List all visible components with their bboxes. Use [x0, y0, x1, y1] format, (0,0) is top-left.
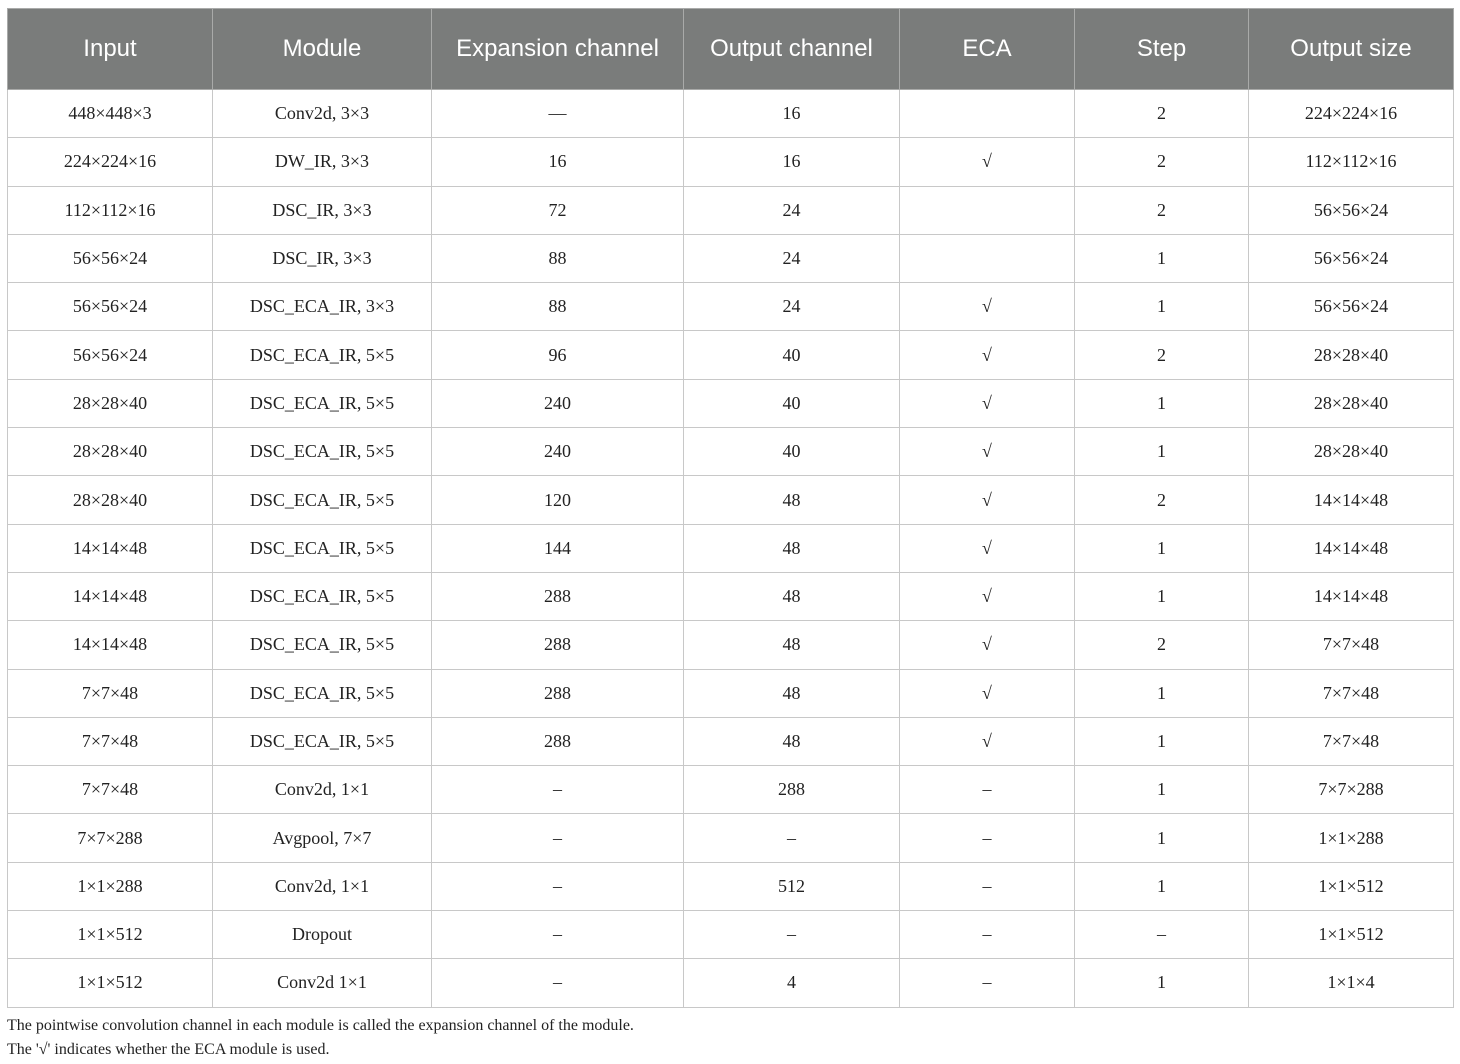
- cell-step: 1: [1075, 766, 1249, 814]
- cell-output-size: 1×1×4: [1249, 959, 1454, 1007]
- cell-step: 1: [1075, 959, 1249, 1007]
- table-body: [8, 90, 1454, 1008]
- cell-step: 1: [1075, 814, 1249, 862]
- cell-output-size: 1×1×512: [1249, 862, 1454, 910]
- cell-module: Conv2d, 3×3: [213, 90, 432, 138]
- cell-module: DW_IR, 3×3: [213, 138, 432, 186]
- cell-eca: –: [900, 959, 1075, 1007]
- column-header-module: Module: [213, 9, 432, 90]
- cell-output-size: 28×28×40: [1249, 331, 1454, 379]
- cell-input: 112×112×16: [8, 186, 213, 234]
- cell-output-channel: 4: [684, 959, 900, 1007]
- cell-module: DSC_ECA_IR, 5×5: [213, 524, 432, 572]
- cell-input: 7×7×288: [8, 814, 213, 862]
- cell-output-channel: 16: [684, 90, 900, 138]
- cell-module: DSC_IR, 3×3: [213, 234, 432, 282]
- cell-expansion-channel: –: [432, 814, 684, 862]
- architecture-table-container: [7, 8, 1453, 1008]
- table-row: [8, 862, 1454, 910]
- cell-expansion-channel: —: [432, 90, 684, 138]
- table-row: [8, 476, 1454, 524]
- cell-output-size: 1×1×288: [1249, 814, 1454, 862]
- cell-output-channel: 288: [684, 766, 900, 814]
- cell-expansion-channel: 88: [432, 234, 684, 282]
- cell-eca: √: [900, 138, 1075, 186]
- footnote-expansion-channel: The pointwise convolution channel in each module is called the expansion channel of the module.: [7, 1017, 634, 1034]
- cell-expansion-channel: 240: [432, 379, 684, 427]
- cell-output-size: 14×14×48: [1249, 476, 1454, 524]
- cell-output-size: 56×56×24: [1249, 283, 1454, 331]
- cell-step: 1: [1075, 283, 1249, 331]
- cell-expansion-channel: 144: [432, 524, 684, 572]
- cell-step: 1: [1075, 428, 1249, 476]
- cell-step: 1: [1075, 717, 1249, 765]
- cell-output-size: 7×7×288: [1249, 766, 1454, 814]
- cell-output-channel: 40: [684, 331, 900, 379]
- cell-step: 1: [1075, 524, 1249, 572]
- cell-input: 56×56×24: [8, 283, 213, 331]
- column-header-eca: ECA: [900, 9, 1075, 90]
- cell-output-channel: –: [684, 814, 900, 862]
- table-row: [8, 186, 1454, 234]
- cell-input: 14×14×48: [8, 524, 213, 572]
- cell-eca: √: [900, 331, 1075, 379]
- table-row: [8, 669, 1454, 717]
- table-row: [8, 621, 1454, 669]
- cell-output-channel: 24: [684, 283, 900, 331]
- cell-eca: √: [900, 379, 1075, 427]
- cell-input: 56×56×24: [8, 331, 213, 379]
- cell-output-channel: 48: [684, 669, 900, 717]
- cell-output-size: 14×14×48: [1249, 524, 1454, 572]
- cell-input: 28×28×40: [8, 428, 213, 476]
- column-header-expansion-channel: Expansion channel: [432, 9, 684, 90]
- cell-eca: –: [900, 862, 1075, 910]
- table-row: [8, 572, 1454, 620]
- cell-input: 56×56×24: [8, 234, 213, 282]
- cell-step: 1: [1075, 669, 1249, 717]
- cell-output-channel: 48: [684, 476, 900, 524]
- cell-expansion-channel: 16: [432, 138, 684, 186]
- cell-eca: √: [900, 283, 1075, 331]
- cell-output-channel: 24: [684, 234, 900, 282]
- cell-output-size: 56×56×24: [1249, 234, 1454, 282]
- cell-eca: –: [900, 766, 1075, 814]
- cell-input: 7×7×48: [8, 717, 213, 765]
- cell-input: 14×14×48: [8, 572, 213, 620]
- cell-step: 2: [1075, 621, 1249, 669]
- cell-expansion-channel: 120: [432, 476, 684, 524]
- cell-module: DSC_ECA_IR, 3×3: [213, 283, 432, 331]
- cell-input: 448×448×3: [8, 90, 213, 138]
- cell-input: 1×1×288: [8, 862, 213, 910]
- cell-step: 1: [1075, 379, 1249, 427]
- cell-expansion-channel: 288: [432, 717, 684, 765]
- cell-step: 2: [1075, 331, 1249, 379]
- cell-output-channel: 40: [684, 428, 900, 476]
- cell-eca: [900, 186, 1075, 234]
- cell-input: 1×1×512: [8, 959, 213, 1007]
- cell-input: 1×1×512: [8, 911, 213, 959]
- cell-eca: √: [900, 572, 1075, 620]
- cell-output-size: 28×28×40: [1249, 379, 1454, 427]
- cell-expansion-channel: 96: [432, 331, 684, 379]
- cell-output-channel: –: [684, 911, 900, 959]
- cell-module: DSC_ECA_IR, 5×5: [213, 717, 432, 765]
- cell-input: 7×7×48: [8, 766, 213, 814]
- cell-output-channel: 16: [684, 138, 900, 186]
- cell-input: 14×14×48: [8, 621, 213, 669]
- cell-module: Conv2d 1×1: [213, 959, 432, 1007]
- cell-expansion-channel: 88: [432, 283, 684, 331]
- cell-expansion-channel: –: [432, 862, 684, 910]
- table-row: [8, 234, 1454, 282]
- header-row: [8, 9, 1454, 90]
- column-header-step: Step: [1075, 9, 1249, 90]
- cell-output-size: 224×224×16: [1249, 90, 1454, 138]
- cell-step: 1: [1075, 234, 1249, 282]
- cell-output-size: 7×7×48: [1249, 669, 1454, 717]
- cell-output-size: 7×7×48: [1249, 717, 1454, 765]
- table-row: [8, 331, 1454, 379]
- table-row: [8, 717, 1454, 765]
- table-header: [8, 9, 1454, 90]
- cell-expansion-channel: –: [432, 766, 684, 814]
- cell-expansion-channel: –: [432, 959, 684, 1007]
- cell-module: DSC_ECA_IR, 5×5: [213, 428, 432, 476]
- column-header-output-size: Output size: [1249, 9, 1454, 90]
- cell-module: Dropout: [213, 911, 432, 959]
- cell-expansion-channel: –: [432, 911, 684, 959]
- footnote-eca-symbol: The '√' indicates whether the ECA module is used.: [7, 1041, 330, 1058]
- cell-eca: [900, 90, 1075, 138]
- column-header-input: Input: [8, 9, 213, 90]
- cell-eca: √: [900, 717, 1075, 765]
- cell-step: 1: [1075, 862, 1249, 910]
- cell-output-size: 56×56×24: [1249, 186, 1454, 234]
- cell-step: 2: [1075, 90, 1249, 138]
- cell-output-channel: 24: [684, 186, 900, 234]
- table-row: [8, 766, 1454, 814]
- cell-module: Conv2d, 1×1: [213, 766, 432, 814]
- cell-step: 2: [1075, 186, 1249, 234]
- table-row: [8, 814, 1454, 862]
- cell-input: 28×28×40: [8, 379, 213, 427]
- table-row: [8, 959, 1454, 1007]
- table-footnotes: [7, 1014, 634, 1062]
- cell-output-size: 1×1×512: [1249, 911, 1454, 959]
- cell-output-size: 28×28×40: [1249, 428, 1454, 476]
- table-row: [8, 524, 1454, 572]
- cell-module: DSC_IR, 3×3: [213, 186, 432, 234]
- cell-input: 224×224×16: [8, 138, 213, 186]
- cell-eca: –: [900, 911, 1075, 959]
- cell-step: –: [1075, 911, 1249, 959]
- cell-eca: √: [900, 476, 1075, 524]
- cell-output-size: 14×14×48: [1249, 572, 1454, 620]
- column-header-output-channel: Output channel: [684, 9, 900, 90]
- table-row: [8, 283, 1454, 331]
- cell-eca: √: [900, 621, 1075, 669]
- cell-expansion-channel: 240: [432, 428, 684, 476]
- table-row: [8, 90, 1454, 138]
- cell-output-channel: 48: [684, 572, 900, 620]
- cell-step: 2: [1075, 138, 1249, 186]
- cell-output-size: 112×112×16: [1249, 138, 1454, 186]
- cell-eca: [900, 234, 1075, 282]
- cell-step: 1: [1075, 572, 1249, 620]
- cell-module: DSC_ECA_IR, 5×5: [213, 331, 432, 379]
- cell-step: 2: [1075, 476, 1249, 524]
- cell-module: DSC_ECA_IR, 5×5: [213, 379, 432, 427]
- cell-input: 7×7×48: [8, 669, 213, 717]
- cell-module: DSC_ECA_IR, 5×5: [213, 476, 432, 524]
- cell-output-channel: 512: [684, 862, 900, 910]
- cell-expansion-channel: 288: [432, 572, 684, 620]
- cell-input: 28×28×40: [8, 476, 213, 524]
- cell-expansion-channel: 288: [432, 669, 684, 717]
- table-row: [8, 911, 1454, 959]
- cell-eca: √: [900, 428, 1075, 476]
- cell-module: DSC_ECA_IR, 5×5: [213, 572, 432, 620]
- table-row: [8, 138, 1454, 186]
- cell-output-channel: 48: [684, 524, 900, 572]
- cell-output-channel: 40: [684, 379, 900, 427]
- cell-output-channel: 48: [684, 717, 900, 765]
- cell-module: DSC_ECA_IR, 5×5: [213, 621, 432, 669]
- cell-module: DSC_ECA_IR, 5×5: [213, 669, 432, 717]
- cell-output-size: 7×7×48: [1249, 621, 1454, 669]
- cell-eca: √: [900, 524, 1075, 572]
- cell-expansion-channel: 72: [432, 186, 684, 234]
- table-row: [8, 379, 1454, 427]
- cell-eca: –: [900, 814, 1075, 862]
- cell-module: Conv2d, 1×1: [213, 862, 432, 910]
- cell-module: Avgpool, 7×7: [213, 814, 432, 862]
- cell-expansion-channel: 288: [432, 621, 684, 669]
- table-row: [8, 428, 1454, 476]
- cell-output-channel: 48: [684, 621, 900, 669]
- cell-eca: √: [900, 669, 1075, 717]
- architecture-table: [7, 8, 1454, 1008]
